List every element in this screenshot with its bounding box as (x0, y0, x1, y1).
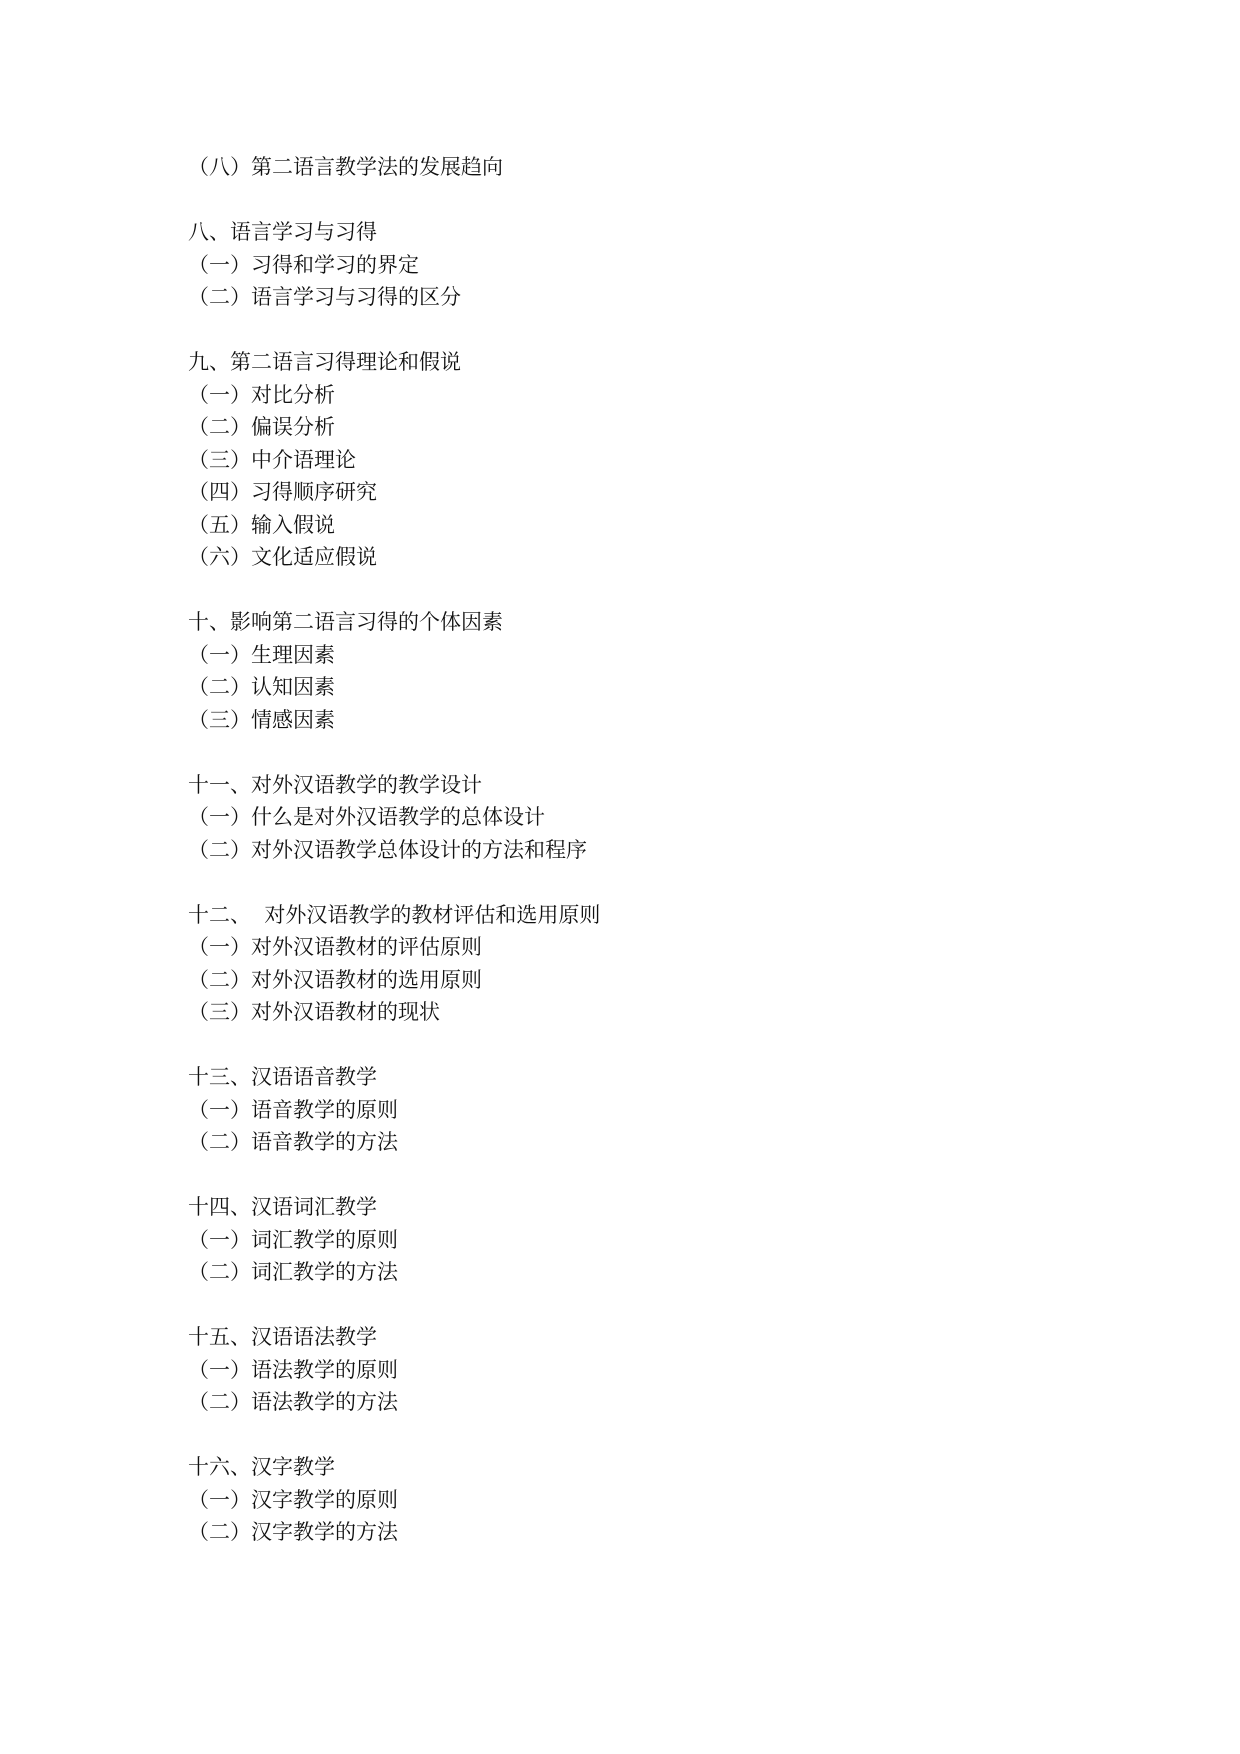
section-heading: 十四、汉语词汇教学 (188, 1195, 377, 1219)
outline-subitem: （一）什么是对外汉语教学的总体设计 (188, 805, 545, 829)
outline-subitem: （二）词汇教学的方法 (188, 1260, 398, 1284)
outline-subitem: （二）语音教学的方法 (188, 1130, 398, 1154)
outline-subitem: （五）输入假说 (188, 512, 335, 537)
section-gap (188, 1289, 1088, 1322)
section-heading: 十二、 对外汉语教学的教材评估和选用原则 (188, 902, 601, 927)
section-gap (188, 1159, 1088, 1192)
outline-content (188, 151, 1088, 1549)
section-gap (188, 314, 1088, 347)
section-gap (188, 574, 1088, 607)
section-heading: 十三、汉语语音教学 (188, 1065, 377, 1089)
outline-subitem: （三）中介语理论 (188, 447, 356, 472)
outline-subitem: （一）习得和学习的界定 (188, 252, 419, 277)
outline-subitem: （二）语法教学的方法 (188, 1390, 398, 1414)
outline-subitem: （二）语言学习与习得的区分 (188, 285, 461, 309)
section-gap (188, 736, 1088, 769)
outline-subitem: （一）生理因素 (188, 642, 335, 667)
outline-subitem: （一）语法教学的原则 (188, 1357, 398, 1382)
section-gap (188, 1029, 1088, 1062)
outline-subitem: （三）情感因素 (188, 707, 335, 732)
outline-subitem: （六）文化适应假说 (188, 545, 377, 569)
section-heading: 十五、汉语语法教学 (188, 1325, 377, 1349)
outline-subitem: （二）汉字教学的方法 (188, 1520, 398, 1544)
outline-subitem: （一）汉字教学的原则 (188, 1487, 398, 1512)
section-gap (188, 1419, 1088, 1452)
outline-subitem: （二）偏误分析 (188, 415, 335, 439)
section-gap (188, 184, 1088, 217)
outline-subitem: （三）对外汉语教材的现状 (188, 1000, 440, 1024)
outline-subitem: （一）词汇教学的原则 (188, 1227, 398, 1252)
outline-subitem: （八）第二语言教学法的发展趋向 (188, 155, 503, 179)
outline-subitem: （一）语音教学的原则 (188, 1097, 398, 1122)
section-heading: 九、第二语言习得理论和假说 (188, 350, 461, 374)
outline-subitem: （四）习得顺序研究 (188, 480, 377, 504)
section-gap (188, 866, 1088, 899)
outline-subitem: （二）对外汉语教学总体设计的方法和程序 (188, 837, 587, 862)
section-heading: 十六、汉字教学 (188, 1455, 335, 1479)
outline-subitem: （二）对外汉语教材的选用原则 (188, 967, 482, 992)
section-heading: 八、语言学习与习得 (188, 220, 377, 244)
outline-subitem: （一）对外汉语教材的评估原则 (188, 935, 482, 959)
outline-subitem: （二）认知因素 (188, 675, 335, 699)
section-heading: 十、影响第二语言习得的个体因素 (188, 610, 503, 634)
outline-subitem: （一）对比分析 (188, 382, 335, 407)
section-heading: 十一、对外汉语教学的教学设计 (188, 772, 482, 797)
